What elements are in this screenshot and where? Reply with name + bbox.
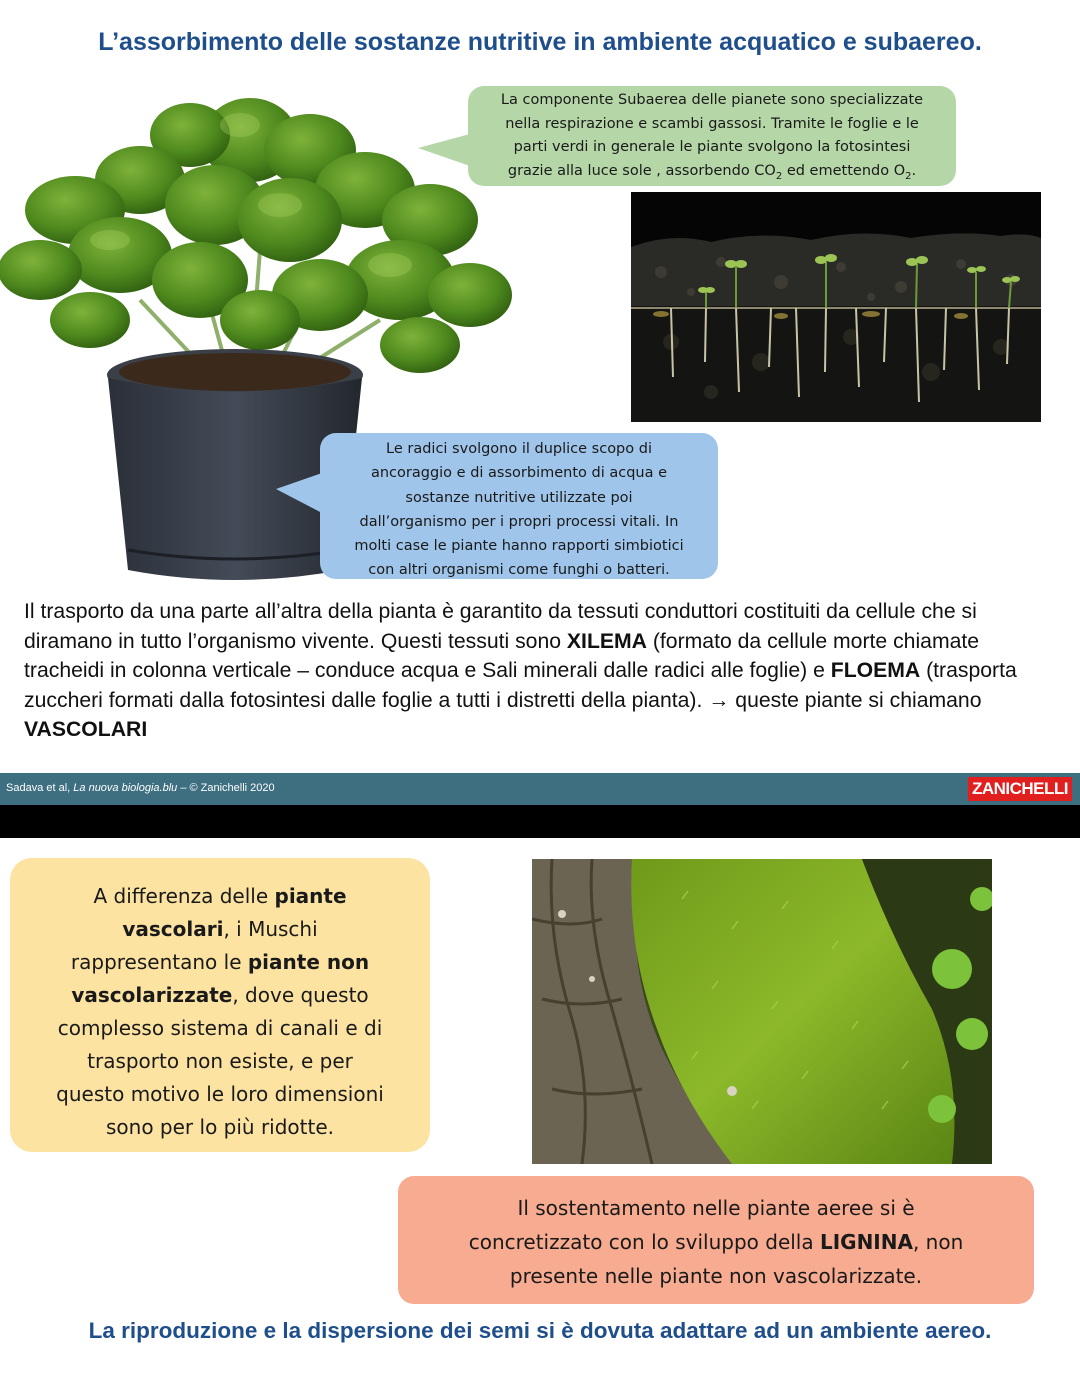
subaerial-line-1: La componente Subaerea delle pianete sono specializzate bbox=[500, 92, 924, 108]
para-part-2: (formato da cellule morte chiamate tracheidi in colonna verticale – conduce acqua e Sali minerali dalle radici alle foglie) e bbox=[24, 629, 980, 682]
roots-line-4: dall’organismo per i propri processi vitali. In bbox=[359, 513, 679, 530]
mosses-info-box bbox=[10, 858, 430, 1152]
subaerial-info-bubble bbox=[468, 86, 956, 186]
transport-paragraph bbox=[24, 597, 1064, 745]
seedling-roots-image bbox=[631, 192, 1041, 422]
lignina-term: LIGNINA bbox=[819, 1230, 913, 1254]
cite-book-title: La nuova biologia.blu bbox=[73, 782, 178, 794]
mosses-bold-piante-non: piante non bbox=[247, 950, 370, 974]
subaerial-line-4 bbox=[478, 160, 946, 188]
mosses-line-1 bbox=[10, 880, 430, 913]
mosses-line-1-a: A differenza delle bbox=[93, 884, 275, 908]
footer-citation bbox=[6, 782, 275, 794]
xilema-term: XILEMA bbox=[566, 629, 647, 653]
roots-line-1: Le radici svolgono il duplice scopo di bbox=[386, 441, 652, 457]
co2-subscript: 2 bbox=[775, 170, 783, 182]
mosses-line-3-a: rappresentano le bbox=[70, 950, 248, 974]
mosses-line-8: sono per lo più ridotte. bbox=[106, 1115, 334, 1139]
cite-authors: Sadava et al, bbox=[6, 782, 74, 794]
cite-copyright: – © Zanichelli 2020 bbox=[177, 782, 275, 794]
roots-line-5: molti case le piante hanno rapporti simbiotici bbox=[354, 538, 684, 555]
lignin-line-3: presente nelle piante non vascolarizzate. bbox=[509, 1264, 923, 1288]
slide-separator bbox=[0, 805, 1080, 838]
mosses-line-5: complesso sistema di canali e di bbox=[57, 1016, 383, 1040]
mosses-line-4 bbox=[10, 979, 430, 1012]
vascolari-term: VASCOLARI bbox=[24, 718, 148, 741]
roots-line-6: con altri organismi come funghi o batteri. bbox=[368, 562, 670, 579]
para-part-1: Il trasporto da una parte all’altra della pianta è garantito da tessuti conduttori costituiti da cellule che si diramano in tutto l’organismo vivente. Questi tessuti sono bbox=[24, 600, 977, 653]
zanichelli-logo: ZANICHELLI bbox=[968, 777, 1072, 801]
roots-info-bubble bbox=[320, 433, 718, 579]
subaerial-line-4-b: ed emettendo O bbox=[782, 162, 906, 179]
mosses-line-2-a: , i Muschi bbox=[223, 917, 318, 941]
mosses-line-4-a: , dove questo bbox=[232, 983, 369, 1007]
moss-on-bark-image bbox=[532, 859, 992, 1164]
slide-title: L’assorbimento delle sostanze nutritive in ambiente acquatico e subaereo. bbox=[98, 28, 982, 56]
roots-line-2: ancoraggio e di assorbimento di acqua e bbox=[370, 465, 668, 482]
lignin-line-2 bbox=[398, 1225, 1034, 1259]
mosses-line-2 bbox=[10, 913, 430, 946]
subaerial-line-4-c: . bbox=[911, 162, 917, 179]
lignin-line-2-a: concretizzato con lo sviluppo della bbox=[468, 1230, 820, 1254]
lignin-info-box bbox=[398, 1176, 1034, 1304]
roots-line-3: sostanze nutritive utilizzate poi bbox=[405, 489, 633, 506]
floema-term: FLOEMA bbox=[830, 659, 921, 682]
subaerial-line-3: parti verdi in generale le piante svolgono la fotosintesi bbox=[513, 139, 911, 155]
mosses-bold-vascolarizzate: vascolarizzate bbox=[71, 983, 233, 1007]
mosses-line-6: trasporto non esiste, e per bbox=[87, 1049, 353, 1073]
subaerial-line-4-a: grazie alla luce sole , assorbendo CO bbox=[507, 162, 776, 179]
reproduction-statement: La riproduzione e la dispersione dei semi si è dovuta adattare ad un ambiente aereo. bbox=[88, 1318, 992, 1343]
mosses-bold-piante: piante bbox=[274, 884, 347, 908]
arrow-icon: → bbox=[708, 688, 730, 712]
lignin-line-2-b: , non bbox=[912, 1230, 964, 1254]
o2-subscript: 2 bbox=[905, 170, 912, 182]
slide-footer bbox=[0, 773, 1080, 805]
lignin-line-1: Il sostentamento nelle piante aeree si è bbox=[517, 1196, 915, 1220]
slide-bottom bbox=[0, 838, 1080, 1385]
para-part-4: queste piante si chiamano bbox=[729, 688, 982, 712]
mosses-bold-vascolari: vascolari bbox=[122, 917, 224, 941]
mosses-line-7: questo motivo le loro dimensioni bbox=[56, 1082, 384, 1106]
mosses-line-3 bbox=[10, 946, 430, 979]
subaerial-line-2: nella respirazione e scambi gassosi. Tramite le foglie e le bbox=[505, 115, 919, 132]
para-part-3: (trasporta zuccheri formati dalla fotosintesi dalle foglie a tutti i distretti della pianta). bbox=[24, 659, 1017, 712]
